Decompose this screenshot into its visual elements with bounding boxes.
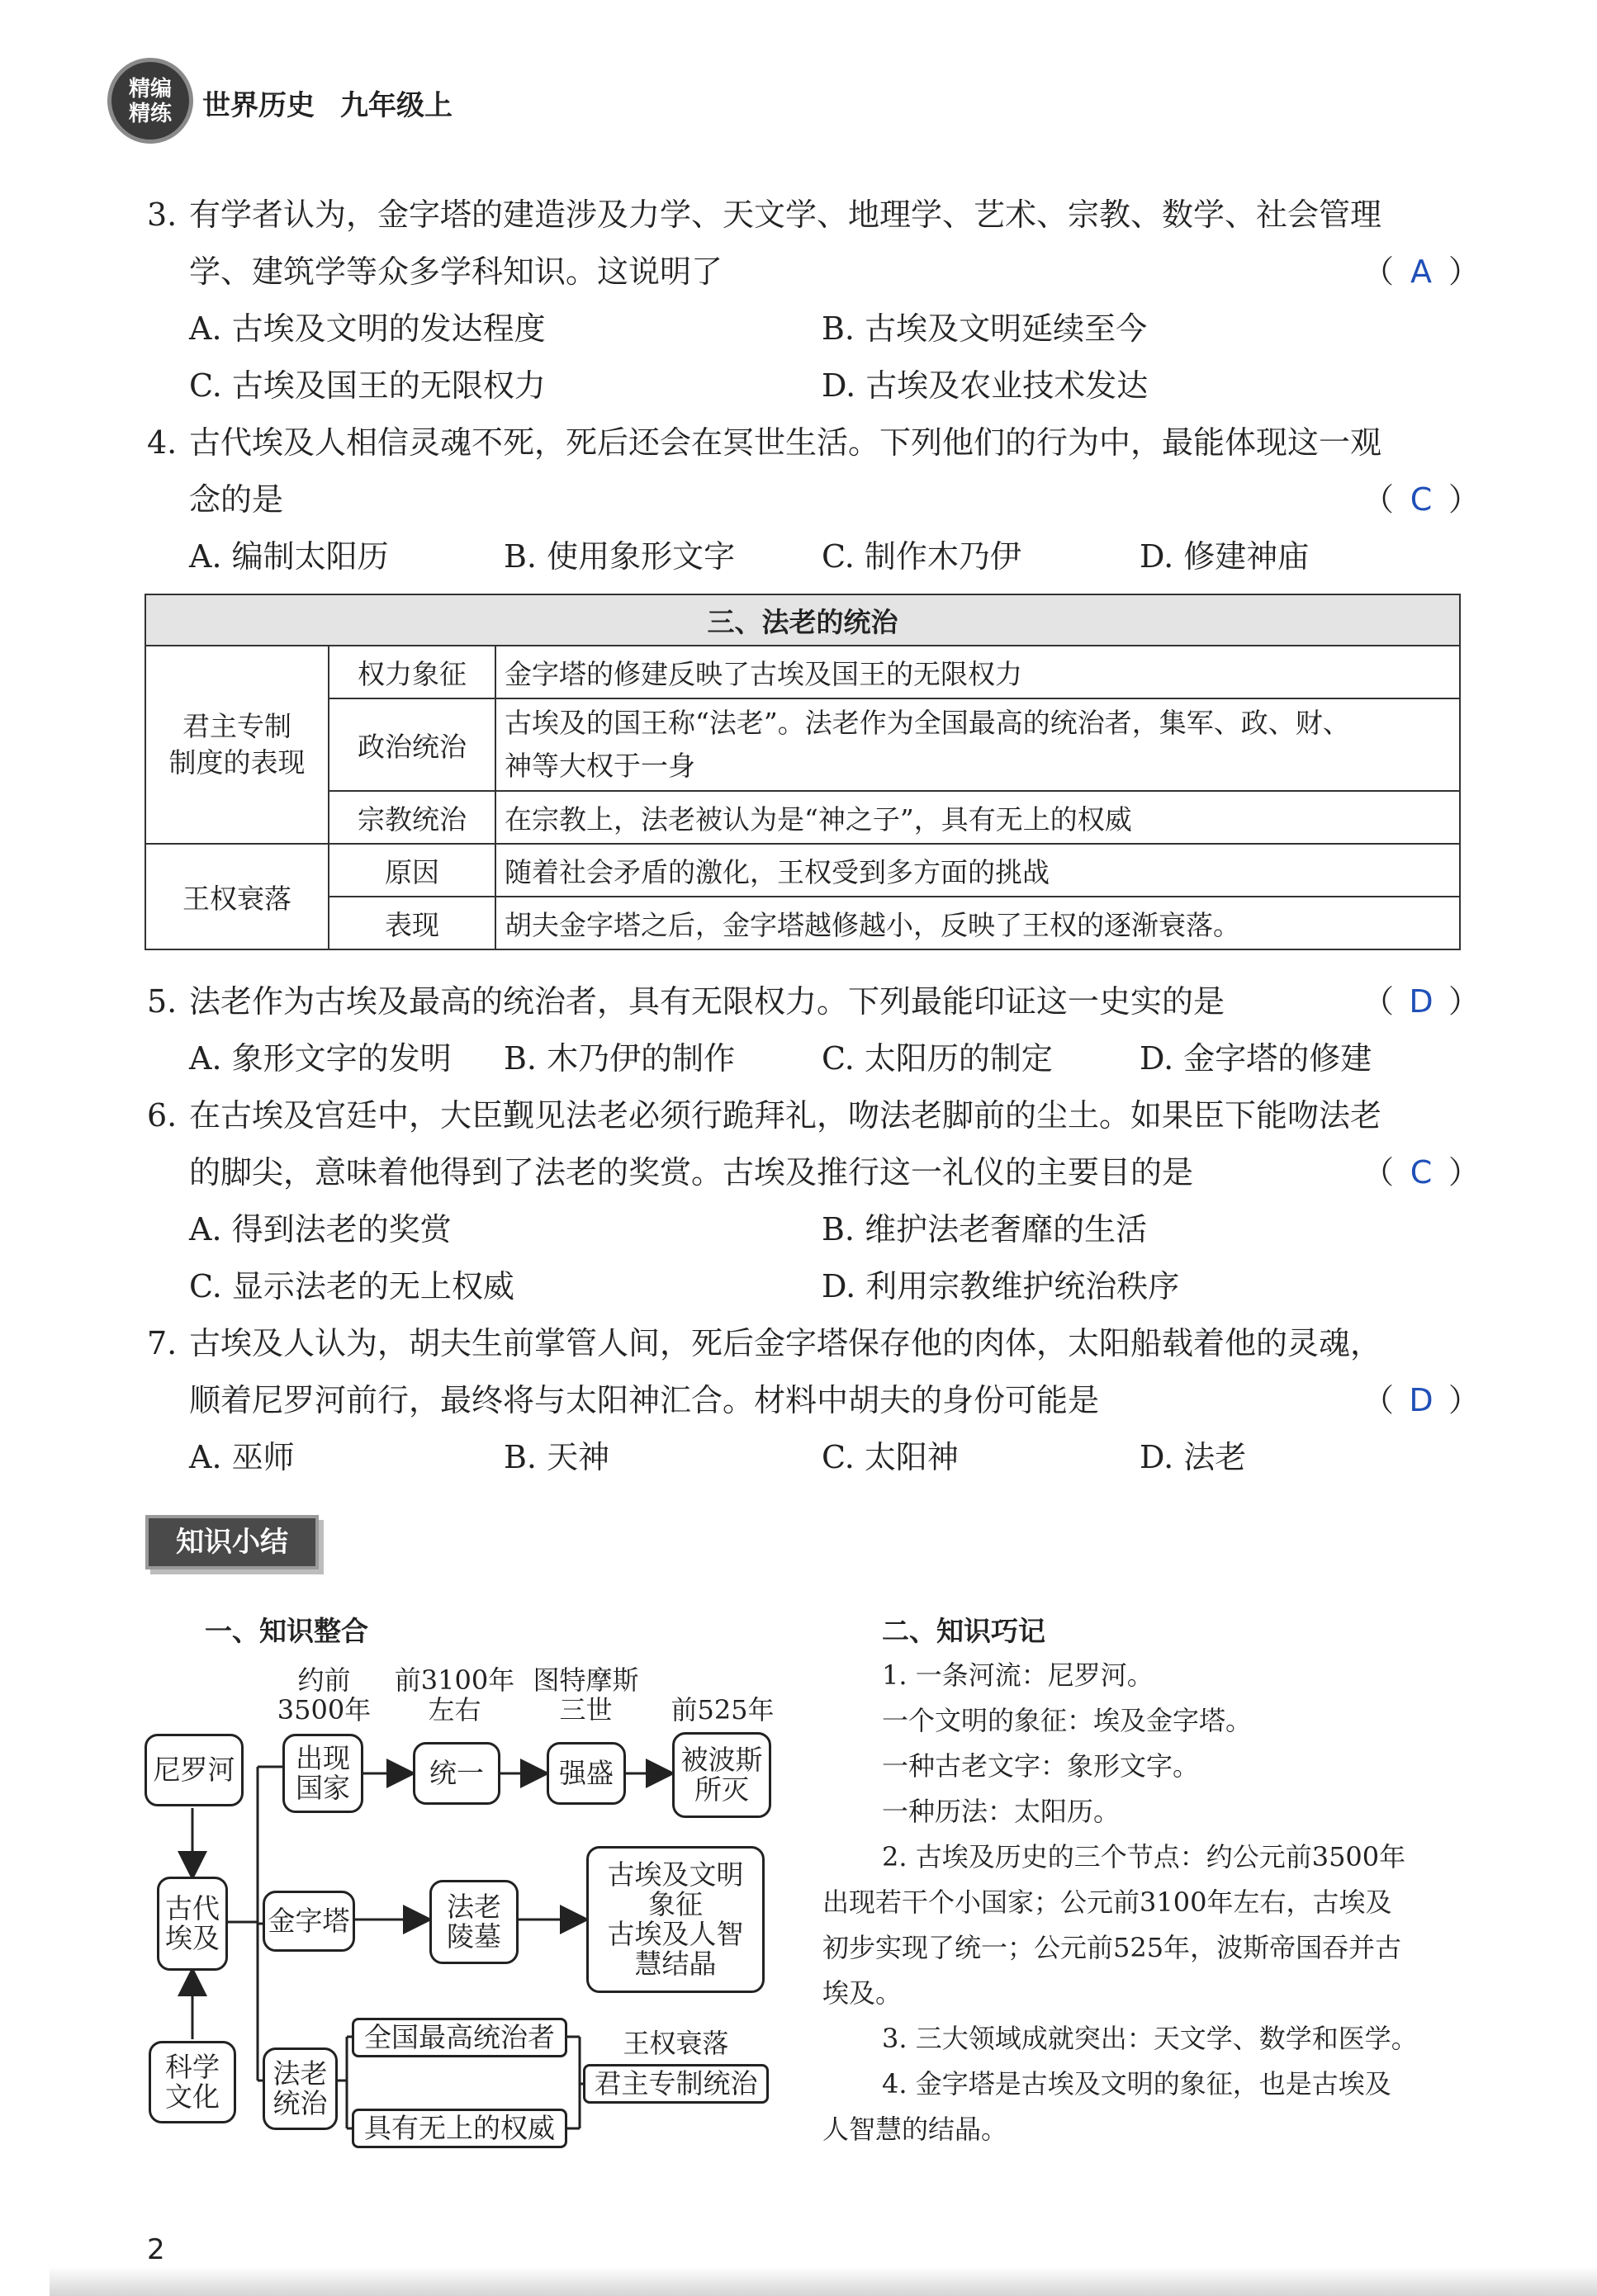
q7-option-a: A. 巫师 [189, 1439, 295, 1475]
note-line: 埃及。 [822, 1977, 903, 2009]
table-title: 三、法老的统治 [145, 594, 1460, 646]
note-line: 1. 一条河流：尼罗河。 [882, 1659, 1154, 1691]
q6-option-a: A. 得到法老的奖赏 [189, 1211, 452, 1247]
label-royal-decline: 王权衰落 [623, 2028, 729, 2059]
q4-option-d: D. 修建神庙 [1140, 538, 1310, 575]
note-line: 一个文明的象征：埃及金字塔。 [882, 1705, 1253, 1736]
node-civilization-symbol: 古埃及文明 象征 古埃及人智 慧结晶 [586, 1846, 765, 1993]
answer-6: C [1410, 1154, 1433, 1191]
table-row-label: 政治统治 [329, 698, 495, 791]
q4-option-b: B. 使用象形文字 [504, 538, 736, 575]
table-row-content-line2: 神等大权于一身 [505, 750, 695, 782]
question-7-answer: （ D ） [1362, 1380, 1480, 1421]
q4-option-c: C. 制作木乃伊 [822, 538, 1021, 575]
node-absolute-monarchy: 君主专制统治 [583, 2064, 769, 2104]
q3-option-d: D. 古埃及农业技术发达 [822, 367, 1149, 404]
table-row-content: 随着社会矛盾的激化，王权受到多方面的挑战 [495, 844, 1460, 897]
book-title: 世界历史 [202, 89, 315, 122]
q7-option-c: C. 太阳神 [822, 1439, 959, 1475]
node-supreme-authority: 具有无上的权威 [352, 2109, 567, 2148]
question-3-line1: 有学者认为，金字塔的建造涉及力学、天文学、地理学、艺术、宗教、数学、社会管理 [189, 196, 1382, 233]
page-number: 2 [147, 2233, 165, 2266]
note-line: 一种古老文字：象形文字。 [882, 1750, 1200, 1782]
knowledge-integration-title: 一、知识整合 [205, 1615, 368, 1647]
badge-line2: 精练 [128, 102, 172, 126]
node-pharaoh-rule: 法老 统治 [263, 2047, 338, 2130]
table-row-label: 原因 [329, 844, 495, 897]
answer-3: A [1410, 253, 1433, 290]
badge-line1: 精编 [128, 77, 172, 102]
note-line: 2. 古埃及历史的三个节点：约公元前3500年 [882, 1841, 1406, 1872]
table-row-label: 表现 [329, 897, 495, 949]
question-3-number: 3. [147, 196, 178, 233]
note-line: 3. 三大领域成就突出：天文学、数学和医学。 [882, 2023, 1418, 2054]
q7-option-b: B. 天神 [504, 1439, 610, 1475]
question-6-line1: 在古埃及宫廷中，大臣觐见法老必须行跪拜礼，吻法老脚前的尘土。如果臣下能吻法老 [189, 1097, 1382, 1134]
q6-option-c: C. 显示法老的无上权威 [189, 1268, 514, 1304]
q3-option-c: C. 古埃及国王的无限权力 [189, 367, 546, 404]
question-5-line1: 法老作为古埃及最高的统治者，具有无限权力。下列最能印证这一史实的是 [189, 983, 1225, 1020]
node-state: 出现 国家 [282, 1734, 363, 1813]
q3-option-a: A. 古埃及文明的发达程度 [189, 310, 546, 347]
book-grade: 九年级上 [340, 89, 453, 122]
answer-5: D [1409, 983, 1434, 1020]
question-4-number: 4. [147, 424, 178, 461]
q5-option-c: C. 太阳历的制定 [822, 1040, 1053, 1077]
q4-option-a: A. 编制太阳历 [189, 538, 389, 575]
node-supreme-ruler: 全国最高统治者 [352, 2018, 567, 2057]
node-ancient-egypt: 古代 埃及 [157, 1877, 228, 1971]
answer-4: C [1410, 481, 1433, 518]
note-line: 4. 金字塔是古埃及文明的象征，也是古埃及 [882, 2068, 1391, 2100]
question-6-line2: 的脚尖，意味着他得到了法老的奖赏。古埃及推行这一礼仪的主要目的是 [189, 1154, 1194, 1191]
node-nile: 尼罗河 [145, 1734, 244, 1806]
table-group-royal-decline: 王权衰落 [145, 844, 329, 949]
q7-option-d: D. 法老 [1140, 1439, 1247, 1475]
table-row-content: 胡夫金字塔之后，金字塔越修越小，反映了王权的逐渐衰落。 [495, 897, 1460, 949]
table-row-content-line1: 古埃及的国王称“法老”。法老作为全国最高的统治者，集军、政、财、 [505, 707, 1350, 739]
table-row-content: 在宗教上，法老被认为是“神之子”，具有无上的权威 [495, 791, 1460, 844]
question-6-number: 6. [147, 1097, 178, 1134]
question-4-line2: 念的是 [189, 481, 284, 518]
node-persia: 被波斯 所灭 [672, 1732, 771, 1818]
question-7-line2: 顺着尼罗河前行，最终将与太阳神汇合。材料中胡夫的身份可能是 [189, 1382, 1100, 1418]
q6-option-b: B. 维护法老奢靡的生活 [822, 1211, 1148, 1247]
table-row-label: 权力象征 [329, 646, 495, 698]
q5-option-d: D. 金字塔的修建 [1140, 1040, 1372, 1077]
knowledge-summary-tag: 知识小结 [145, 1515, 319, 1569]
table-row-content: 金字塔的修建反映了古埃及国王的无限权力 [495, 646, 1460, 698]
question-5-answer: （ D ） [1362, 981, 1480, 1022]
node-unify: 统一 [413, 1742, 500, 1805]
node-science-culture: 科学 文化 [149, 2041, 236, 2123]
node-peak: 强盛 [547, 1742, 626, 1805]
timeline-label-thutmose: 图特摩斯 三世 [533, 1664, 639, 1726]
answer-7: D [1409, 1382, 1434, 1418]
timeline-label-525bc: 前525年 [671, 1694, 775, 1726]
note-line: 出现若干个小国家；公元前3100年左右，古埃及 [822, 1887, 1392, 1918]
bottom-shadow [50, 2266, 1597, 2296]
timeline-label-3100bc: 前3100年 左右 [394, 1664, 515, 1726]
question-3-line2: 学、建筑学等众多学科知识。这说明了 [189, 253, 723, 290]
node-pyramid: 金字塔 [263, 1891, 355, 1952]
question-3-answer: （ A ） [1362, 251, 1480, 292]
q3-option-b: B. 古埃及文明延续至今 [822, 310, 1148, 347]
question-5-number: 5. [147, 983, 178, 1020]
question-4-answer: （ C ） [1362, 479, 1480, 520]
question-7-number: 7. [147, 1325, 178, 1361]
q5-option-b: B. 木乃伊的制作 [504, 1040, 736, 1077]
note-line: 初步实现了统一；公元前525年，波斯帝国吞并古 [822, 1932, 1402, 1963]
q6-option-d: D. 利用宗教维护统治秩序 [822, 1268, 1180, 1304]
q5-option-a: A. 象形文字的发明 [189, 1040, 452, 1077]
question-6-answer: （ C ） [1362, 1152, 1480, 1193]
question-7-line1: 古埃及人认为，胡夫生前掌管人间，死后金字塔保存他的肉体，太阳船载着他的灵魂， [189, 1325, 1382, 1361]
note-line: 一种历法：太阳历。 [882, 1796, 1121, 1827]
note-line: 人智慧的结晶。 [822, 2114, 1008, 2145]
knowledge-memory-title: 二、知识巧记 [882, 1615, 1045, 1647]
table-group-absolute-monarchy: 君主专制 制度的表现 [145, 646, 329, 844]
table-row-label: 宗教统治 [329, 791, 495, 844]
question-4-line1: 古代埃及人相信灵魂不死，死后还会在冥世生活。下列他们的行为中，最能体现这一观 [189, 424, 1382, 461]
timeline-label-3500bc: 约前 3500年 [277, 1664, 372, 1726]
node-pharaoh-tomb: 法老 陵墓 [429, 1880, 519, 1964]
